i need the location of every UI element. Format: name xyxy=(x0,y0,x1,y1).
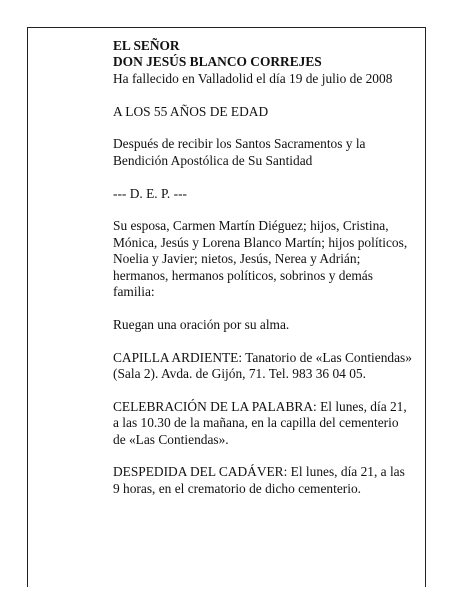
chapel-info: CAPILLA ARDIENTE: Tanatorio de «Las Contiendas» (Sala 2). Avda. de Gijón, 71. Tel. 983 36 04 05. xyxy=(113,349,412,382)
death-notice: Ha fallecido en Valladolid el día 19 de julio de 2008 xyxy=(113,70,393,86)
deceased-name: DON JESÚS BLANCO CORREJES xyxy=(113,54,322,70)
farewell-info: DESPEDIDA DEL CADÁVER: El lunes, día 21, a las 9 horas, en el crematorio de dicho cementerio. xyxy=(113,464,405,496)
sacraments-paragraph: Después de recibir los Santos Sacramentos y la Bendición Apostólica de Su Santidad xyxy=(113,136,366,168)
rip-line: --- D. E. P. --- xyxy=(113,185,188,201)
title-line: EL SEÑOR xyxy=(113,38,180,53)
family-paragraph: Su esposa, Carmen Martín Diéguez; hijos, Cristina, Mónica, Jesús y Lorena Blanco Martín; hijos políticos, Noelia y Javier; nietos, Jesús, Nerea y Adrián; hermanos, hermanos políticos, sobrinos y demás familia: xyxy=(113,218,408,300)
age-line: A LOS 55 AÑOS DE EDAD xyxy=(113,103,269,119)
prayer-request: Ruegan una oración por su alma. xyxy=(113,316,290,332)
obituary-text xyxy=(113,38,423,497)
celebration-info: CELEBRACIÓN DE LA PALABRA: El lunes, día 21, a las 10.30 de la mañana, en la capilla del cementerio de «Las Contiendas». xyxy=(113,398,407,447)
